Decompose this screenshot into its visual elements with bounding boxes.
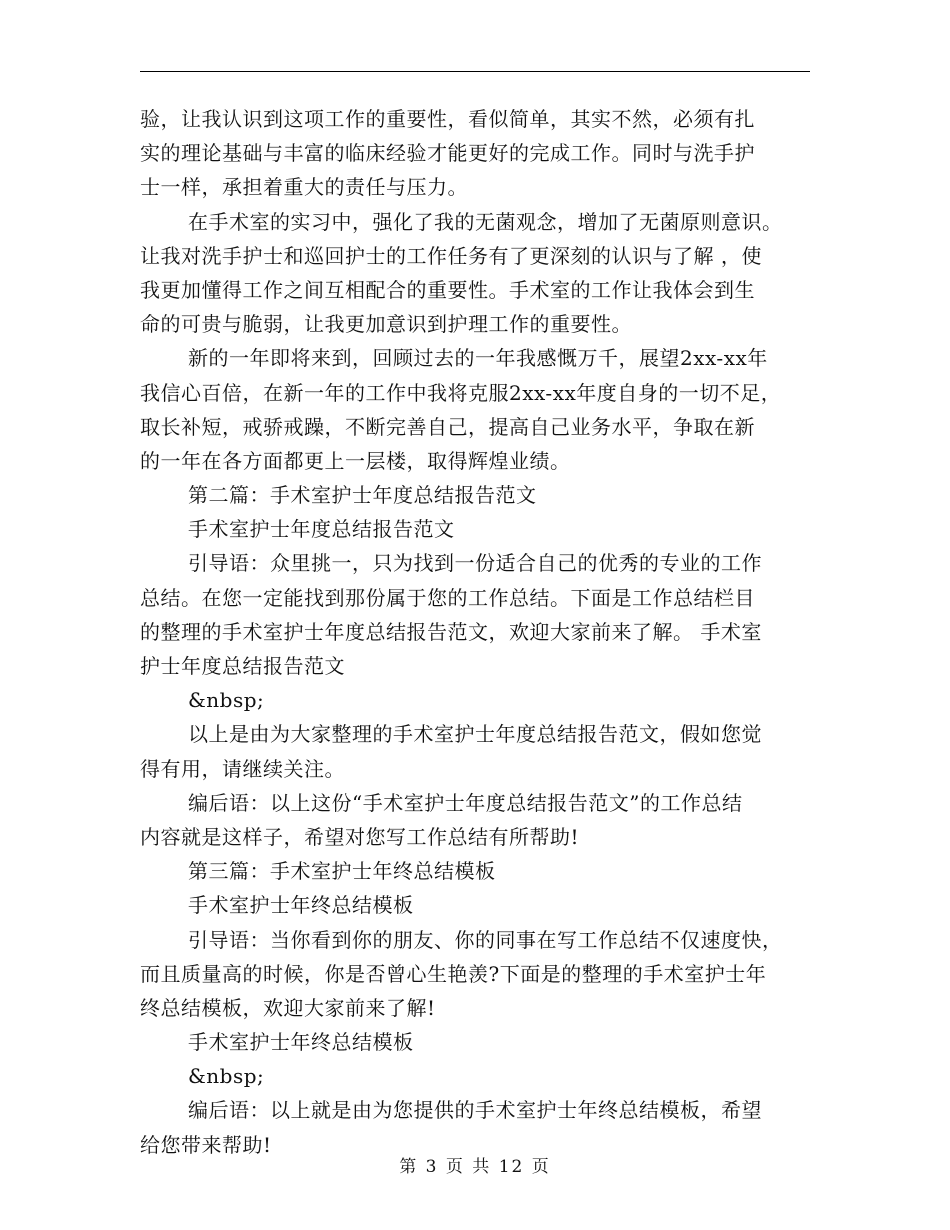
text-line: 第二篇：手术室护士年度总结报告范文: [188, 483, 537, 508]
text-line: 引导语：当你看到你的朋友、你的同事在写工作总结不仅速度快，: [188, 927, 783, 952]
text-line: 护士年度总结报告范文: [140, 654, 345, 678]
text-line: 我信心百倍，在新一年的工作中我将克服2xx-xx年度自身的一切不足，: [140, 380, 782, 405]
text-line: 新的一年即将来到，回顾过去的一年我感慨万千，展望2xx-xx年: [188, 346, 768, 371]
text-line: 引导语：众里挑一，只为找到一份适合自己的优秀的专业的工作: [188, 551, 762, 576]
text-line: 给您带来帮助!: [140, 1132, 272, 1157]
text-line: 的整理的手术室护士年度总结报告范文，欢迎大家前来了解。 手术室: [140, 619, 762, 644]
text-line: 以上是由为大家整理的手术室护士年度总结报告范文，假如您觉: [188, 722, 762, 747]
text-line: &nbsp;: [188, 688, 265, 713]
text-line: 在手术室的实习中，强化了我的无菌观念，增加了无菌原则意识。: [188, 209, 783, 234]
page-number: 第 3 页 共 12 页: [399, 1157, 551, 1177]
text-line: &nbsp;: [188, 1064, 265, 1089]
text-line: 实的理论基础与丰富的临床经验才能更好的完成工作。同时与洗手护: [140, 141, 755, 166]
text-line: 编后语：以上就是由为您提供的手术室护士年终总结模板，希望: [188, 1098, 762, 1123]
text-line: 终总结模板，欢迎大家前来了解!: [140, 995, 436, 1020]
text-line: 而且质量高的时候，你是否曾心生艳羡?下面是的整理的手术室护士年: [140, 961, 767, 986]
text-line: 手术室护士年终总结模板: [188, 1030, 414, 1055]
document-body: [140, 102, 812, 1162]
text-line: 让我对洗手护士和巡回护士的工作任务有了更深刻的认识与了解 ，使: [140, 243, 762, 268]
text-line: 命的可贵与脆弱，让我更加意识到护理工作的重要性。: [140, 312, 632, 337]
text-line: 的一年在各方面都更上一层楼，取得辉煌业绩。: [140, 448, 571, 473]
text-line: 总结。在您一定能找到那份属于您的工作总结。下面是工作总结栏目: [140, 585, 755, 610]
text-line: 编后语：以上这份“手术室护士年度总结报告范文”的工作总结: [188, 790, 743, 815]
text-line: 士一样，承担着重大的责任与压力。: [140, 175, 468, 200]
text-line: 手术室护士年终总结模板: [188, 893, 414, 918]
text-line: 内容就是这样子，希望对您写工作总结有所帮助!: [140, 824, 580, 849]
text-line: 第三篇：手术室护士年终总结模板: [188, 859, 496, 884]
text-line: 得有用，请继续关注。: [140, 756, 345, 781]
text-line: 取长补短，戒骄戒躁，不断完善自己，提高自己业务水平，争取在新: [140, 414, 755, 439]
text-line: 我更加懂得工作之间互相配合的重要性。手术室的工作让我体会到生: [140, 277, 755, 302]
text-line: 验，让我认识到这项工作的重要性，看似简单，其实不然，必须有扎: [140, 107, 755, 131]
header-rule: [140, 71, 810, 72]
text-line: 手术室护士年度总结报告范文: [188, 517, 455, 542]
